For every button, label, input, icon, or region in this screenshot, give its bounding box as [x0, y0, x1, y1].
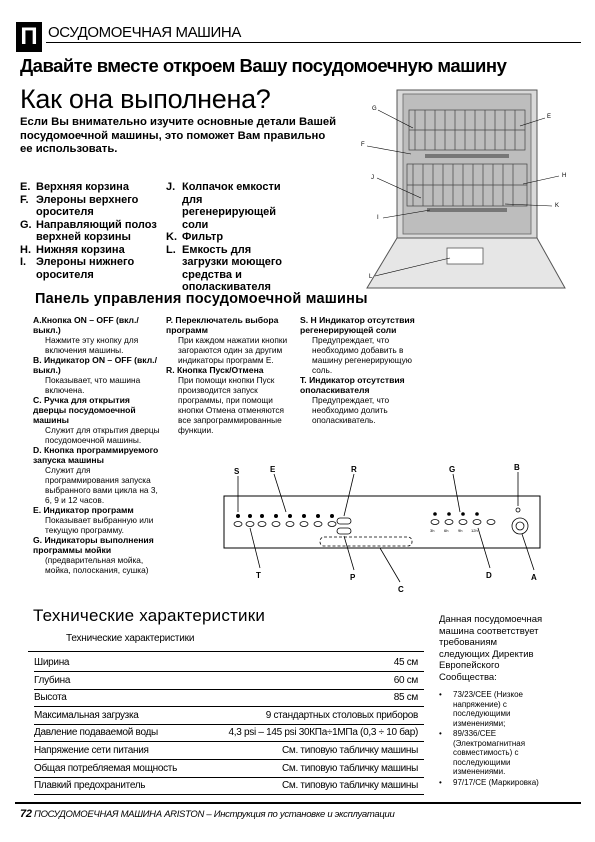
panel-desc-body: (предварительная мойка, мойка, полоскания, сушка) — [45, 555, 149, 575]
tech-label: Максимальная загрузка — [34, 709, 139, 721]
panel-desc-body: При каждом нажатии кнопки загораются один за другим индикаторы программ E. — [178, 335, 288, 365]
panel-desc-body: При помощи кнопки Пуск производится запуск программы, при помощи кнопки Отмена отменяются все запрограммированные функции. — [178, 375, 284, 435]
panel-desc-body: Служит для программирования запуска выбранного вами цикла на 3, 6, 9 и 12 часов. — [45, 465, 158, 505]
panel-desc-body: Нажмите эту кнопку для включения машины. — [45, 335, 139, 355]
panel-label-c: C — [398, 585, 404, 594]
eu-directive-item: • 73/23/CEE (Низкое напряжение) с последующими изменениями; — [439, 690, 549, 728]
part-text: Колпачок емкости для регенерирующей соли — [182, 181, 281, 231]
panel-desc-heading: D. Кнопка программируемого запуска машины — [33, 445, 159, 465]
tech-label: Общая потребляемая мощность — [34, 762, 177, 774]
part-key: L. — [166, 243, 176, 256]
part-text: Направляющий полоз верхней корзины — [36, 218, 157, 243]
eu-directives-list — [439, 690, 549, 788]
part-key: E. — [20, 181, 31, 193]
part-key: I. — [20, 256, 27, 268]
tech-row — [34, 742, 424, 760]
panel-label-d: D — [486, 571, 492, 580]
part-item — [166, 231, 296, 244]
part-item — [20, 244, 160, 257]
header-title: ОСУДОМОЕЧНАЯ МАШИНА — [48, 24, 241, 41]
tech-row — [34, 654, 424, 672]
tech-value: 85 см — [393, 692, 418, 704]
photo-label-h: H — [562, 173, 567, 179]
parts-list-right — [166, 181, 296, 294]
page-number: 72 — [20, 808, 32, 820]
part-key: J. — [166, 181, 176, 193]
tech-value: 9 стандартных столовых приборов — [265, 709, 418, 721]
tech-row — [34, 777, 424, 795]
tech-label: Давление подаваемой воды — [34, 727, 158, 739]
prog-time-6h: 6h — [444, 528, 449, 533]
panel-desc-body: Показывает выбранную или текущую программу. — [45, 515, 154, 535]
panel-desc-body: Показывает, что машина включена. — [45, 375, 141, 395]
eu-directives-text: Данная посудомоечная машина соответствует требованиям следующих Директив Европейского Сообщества: — [439, 614, 543, 683]
panel-label-t: T — [256, 571, 261, 580]
tech-subtitle: Технические характеристики — [66, 633, 195, 644]
tech-row — [34, 672, 424, 690]
footer — [20, 808, 394, 820]
photo-label-l: L — [369, 274, 373, 280]
part-key: F. — [20, 193, 29, 206]
footer-rule — [15, 802, 581, 804]
tech-value: См. типовую табличку машины — [281, 762, 418, 774]
tech-value: См. типовую табличку машины — [281, 745, 418, 756]
part-item — [20, 219, 160, 244]
part-text: Фильтр — [182, 231, 224, 243]
tech-label: Плавкий предохранитель — [34, 780, 146, 792]
photo-label-k: K — [555, 203, 560, 209]
panel-desc-heading: E. Индикатор программ — [33, 505, 134, 515]
panel-label-e: E — [270, 465, 276, 474]
dishwasher-illustration — [355, 88, 580, 293]
panel-desc-col2 — [166, 315, 296, 435]
panel-title: Панель управления посудомоечной машины — [35, 291, 368, 307]
panel-desc-heading: C. Ручка для открытия дверцы посудомоечной машины — [33, 395, 136, 425]
tech-title: Технические характеристики — [33, 606, 266, 625]
tech-label: Ширина — [34, 657, 70, 668]
photo-label-g: G — [372, 106, 377, 112]
panel-desc-heading: P. Переключатель выбора программ — [166, 315, 279, 335]
tech-value: 45 см — [393, 657, 418, 668]
parts-list-left — [20, 181, 160, 281]
tech-label: Глубина — [34, 674, 71, 686]
photo-label-i: I — [377, 215, 379, 221]
part-key: G. — [20, 218, 32, 231]
part-item — [20, 181, 160, 194]
tech-value: 4,3 psi – 145 psi 30КПа÷1МПа (0,3 ÷ 10 бар) — [228, 727, 418, 739]
part-text: Емкость для загрузки моющего средства и ополаскивателя — [182, 243, 283, 293]
photo-label-e: E — [547, 114, 552, 120]
intro-text: Если Вы внимательно изучите основные детали Вашей посудомоечной машины, это поможет Вам правильно ее использовать. — [20, 116, 337, 155]
panel-desc-heading: S. Н Индикатор отсутствия регенерирующей соли — [300, 315, 415, 335]
tech-value: См. типовую табличку машины — [281, 780, 418, 792]
sub-title: Как она выполнена? — [20, 84, 271, 114]
part-text: Верхняя корзина — [36, 181, 129, 193]
panel-label-g: G — [449, 465, 456, 474]
eu-directive-item: • 97/17/CE (Маркировка) — [439, 778, 549, 788]
tech-row — [34, 760, 424, 778]
tech-table — [28, 651, 424, 797]
panel-label-p: P — [350, 573, 356, 582]
photo-label-j: J — [371, 175, 374, 181]
part-text: Элероны верхнего оросителя — [36, 193, 139, 218]
part-text: Нижняя корзина — [36, 243, 125, 256]
panel-label-b: B — [514, 463, 520, 472]
part-text: Элероны нижнего оросителя — [36, 256, 135, 281]
tech-value: 60 см — [393, 674, 418, 686]
tech-row — [34, 689, 424, 707]
panel-desc-body: Предупреждает, что необходимо долить ополаскиватель. — [312, 395, 390, 425]
panel-desc-heading: A.Кнопка ON – OFF (вкл./ выкл.) — [33, 315, 139, 335]
panel-label-s: S — [234, 467, 240, 476]
prog-time-9h: 9h — [458, 528, 463, 533]
panel-desc-body: Служит для открытия дверцы посудомоечной машины. — [45, 425, 160, 445]
eu-directive-item: • 89/336/CEE (Электромагнитная совместимость) с последующими изменениями. — [439, 729, 549, 777]
panel-label-r: R — [351, 465, 357, 474]
panel-desc-heading: B. Индикатор ON – OFF (вкл./ выкл.) — [33, 355, 157, 375]
panel-desc-body: Предупреждает, что необходимо добавить в машину регенерирующую соль. — [312, 335, 412, 375]
part-item — [20, 194, 160, 219]
part-item — [166, 181, 296, 231]
part-item — [166, 244, 296, 294]
part-key: H. — [20, 243, 31, 256]
prog-time-3h: 3h — [430, 528, 435, 533]
panel-desc-heading: R. Кнопка Пуск/Отмена — [166, 365, 264, 375]
main-title: Давайте вместе откроем Вашу посудомоечную машину — [20, 55, 507, 76]
prog-time-12h: 12h — [471, 528, 478, 533]
language-badge: П — [16, 22, 42, 52]
panel-desc-heading: T. Индикатор отсутствия ополаскивателя — [300, 375, 405, 395]
part-key: K. — [166, 231, 177, 243]
tech-label: Высота — [34, 692, 67, 704]
panel-desc-heading: G. Индикаторы выполнения программы мойки — [33, 535, 154, 555]
tech-row — [34, 724, 424, 742]
panel-desc-col3 — [300, 315, 420, 425]
panel-label-a: A — [531, 573, 537, 582]
part-item — [20, 256, 160, 281]
photo-label-f: F — [361, 142, 365, 148]
tech-row — [34, 707, 424, 725]
tech-label: Напряжение сети питания — [34, 745, 149, 756]
header-rule — [46, 42, 581, 43]
footer-text: ПОСУДОМОЕЧНАЯ МАШИНА ARISTON – Инструкция по установке и эксплуатации — [33, 809, 395, 820]
panel-desc-col1 — [33, 315, 163, 575]
control-panel-diagram — [220, 460, 550, 600]
